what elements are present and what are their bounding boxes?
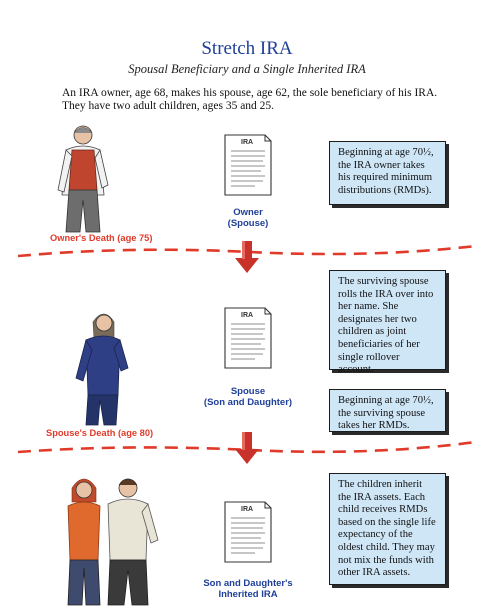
ira-doc-label: IRA: [241, 139, 254, 146]
caption-line: Spouse: [230, 386, 266, 397]
transition-arrow-2: [235, 432, 259, 464]
owners-death-label: Owner's Death (age 75): [50, 233, 153, 243]
page-title: Stretch IRA: [201, 38, 293, 59]
caption-line: Son and Daughter's: [203, 578, 293, 589]
stage-caption-owner: [190, 207, 306, 229]
caption-line: Owner: [233, 207, 263, 218]
caption-line: (Son and Daughter): [203, 397, 293, 408]
ira-doc-label: IRA: [241, 312, 254, 319]
owner-illustration: [58, 126, 108, 232]
ira-doc-label: IRA: [241, 506, 254, 513]
transition-arrow-1: [235, 241, 259, 273]
info-box-owner-rmd: Beginning at age 70½, the IRA owner takes his required minimum distributions (RMDs).: [329, 141, 446, 205]
page-subtitle: Spousal Beneficiary and a Single Inherited IRA: [128, 62, 366, 76]
info-box-children-inherit: The children inherit the IRA assets. Each child receives RMDs based on the single life expectancy of the oldest child. They may not mix the funds with other IRA assets.: [329, 473, 446, 585]
info-box-spouse-rmd: Beginning at age 70½, the surviving spouse takes her RMDs.: [329, 389, 446, 432]
children-illustration: [68, 479, 158, 605]
caption-line: Inherited IRA: [218, 589, 278, 600]
intro-paragraph: An IRA owner, age 68, makes his spouse, age 62, the sole beneficiary of his IRA. They have two adult children, ages 35 and 25.: [62, 87, 438, 112]
stage-caption-spouse: [180, 386, 316, 408]
spouses-death-label: Spouse's Death (age 80): [46, 428, 154, 438]
caption-line: (Spouse): [227, 218, 269, 229]
stage-caption-children: [180, 578, 316, 600]
info-box-spouse-rollover: The surviving spouse rolls the IRA over into her name. She designates her two children as joint beneficiaries of her single rollover account.: [329, 270, 446, 370]
spouse-illustration: [76, 314, 128, 425]
